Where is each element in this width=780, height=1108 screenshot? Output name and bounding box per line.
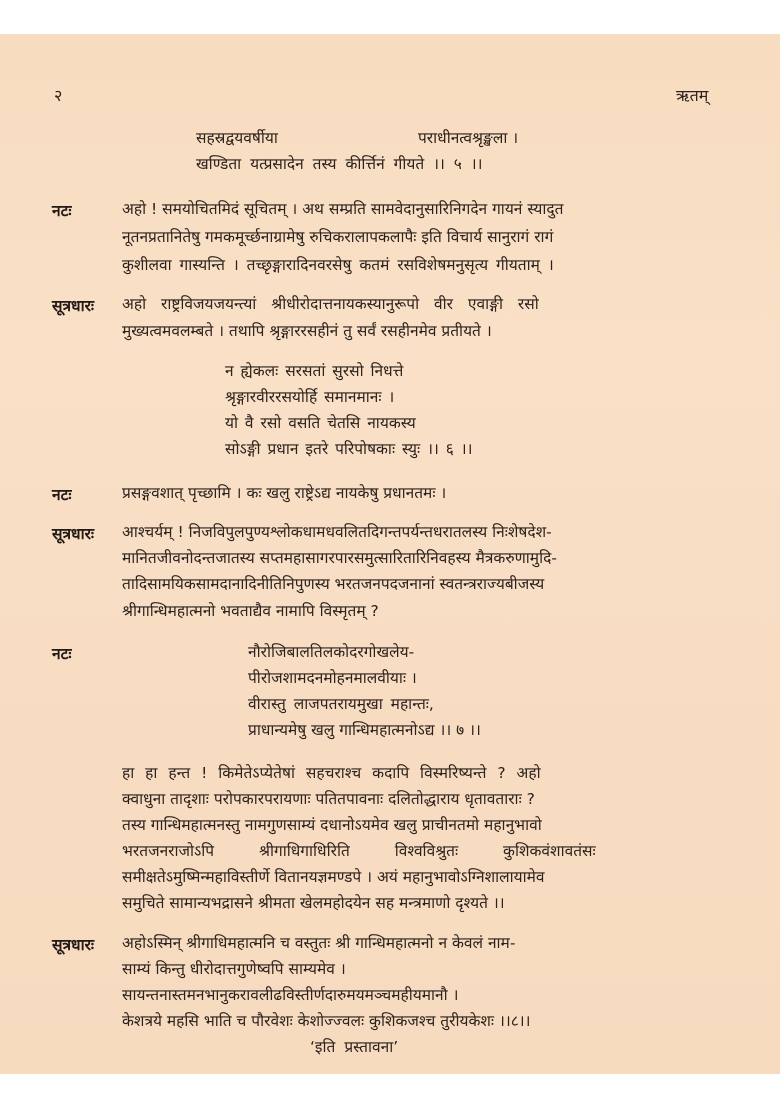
verse6-line: सोऽङ्गी प्रधान इतरे परिपोषकाः स्युः ।। ६ ।। bbox=[225, 440, 473, 458]
page-number: २ bbox=[54, 86, 63, 105]
dialogue-line: प्रसङ्गवशात् पृच्छामि । कः खलु राष्ट्रेऽद्य नायकेषु प्रधानतमः । bbox=[122, 484, 447, 502]
verse7-line: पीरोजशामदनमोहनमालवीयाः । bbox=[248, 669, 417, 687]
prose-line: तस्य गान्धिमहात्मनस्तु नामगुणसाम्यं दधानोऽयमेव खलु प्राचीनतमो महानुभावो bbox=[122, 816, 542, 834]
prose-line: समुचिते सामान्यभद्रासने श्रीमता खेलमहोदयेन सह मन्त्रमाणो दृश्यते ।। bbox=[122, 894, 505, 912]
dialogue-line: अहो राष्ट्रविजयजयन्त्यां श्रीधीरोदात्तनायकस्यानुरूपो वीर एवाङ्गी रसो bbox=[122, 295, 539, 313]
verse5-line1a: सहस्रद्वयवर्षीया bbox=[196, 129, 278, 147]
prose-line: क्वाधुना तादृशाः परोपकारपरायणाः पतितपावनाः दलितोद्धाराय धृतावताराः ? bbox=[122, 790, 535, 808]
speaker-label: सूत्रधारः bbox=[52, 297, 95, 315]
dialogue-line: श्रीगान्धिमहात्मनो भवताद्यैव नामापि विस्मृतम् ? bbox=[122, 602, 379, 620]
speaker-label: नटः bbox=[52, 486, 72, 504]
dialogue-line: अहो ! समयोचितमिदं सूचितम् । अथ सम्प्रति सामवेदानुसारिनिगदेन गायनं स्यादुत bbox=[122, 200, 564, 218]
speaker-label: नटः bbox=[52, 645, 72, 663]
dialogue-line: मुख्यत्वमवलम्बते । तथापि श्रृङ्गाररसहीनं तु सर्वं रसहीनमेव प्रतीयते । bbox=[122, 322, 492, 340]
dialogue-line: तादिसामयिकसामदानादिनीतिनिपुणस्य भरतजनपदजनानां स्वतन्त्रराज्यबीजस्य bbox=[122, 575, 545, 593]
verse7-line: नौरोजिबालतिलकोदरगोखलेय- bbox=[248, 643, 415, 661]
verse8-line: केशत्रये महसि भाति च पौरवेशः केशोज्ज्वलः कुशिकजश्च तुरीयकेशः ।।८।। bbox=[122, 1012, 531, 1030]
running-title: ऋतम् bbox=[676, 86, 709, 105]
verse6-line: न ह्येकलः सरसतां सुरसो निधत्ते bbox=[225, 362, 404, 380]
verse5-line1b: पराधीनत्वश्रृङ्खला । bbox=[418, 129, 519, 147]
verse6-line: यो वै रसो वसति चेतसि नायकस्य bbox=[225, 414, 416, 432]
dialogue-line: आश्चर्यम् ! निजविपुलपुण्यश्लोकधामधवलितदिगन्तपर्यन्तधरातलस्य निःशेषदेश- bbox=[122, 523, 552, 541]
prose-line: समीक्षतेऽमुष्मिन्महाविस्तीर्णे वितानयज्ञमण्डपे । अयं महानुभावोऽग्निशालायामेव bbox=[122, 868, 545, 886]
prose-line: हा हा हन्त ! किमेतेऽप्येतेषां सहचराश्च कदापि विस्मरिष्यन्ते ? अहो bbox=[122, 764, 541, 782]
verse6-line: श्रृङ्गारवीररसयोर्हि समानमानः । bbox=[225, 388, 395, 406]
speaker-label: सूत्रधारः bbox=[52, 525, 95, 543]
verse7-line: वीरास्तु लाजपतरायमुखा महान्तः, bbox=[248, 695, 434, 713]
dialogue-line: कुशीलवा गास्यन्ति । तच्छृङ्गारादिनवरसेषु कतमं रसविशेषमनुसृत्य गीयताम् । bbox=[122, 256, 554, 274]
dialogue-line: मानितजीवनोदन्तजातस्य सप्तमहासागरपारसमुत्सारितारिनिवहस्य मैत्रकरुणामुदि- bbox=[122, 549, 557, 567]
book-page bbox=[0, 34, 780, 1074]
prose-line: भरतजनराजोऽपि श्रीगाधिगाधिरिति विश्वविश्रुतः कुशिकवंशावतंसः bbox=[122, 842, 596, 860]
verse8-line: सायन्तनास्तमनभानुकरावलीढविस्तीर्णदारुमयमञ्चमहीयमानौ । bbox=[122, 986, 459, 1004]
verse5-line2: खण्डिता यत्प्रसादेन तस्य कीर्त्तिनं गीयते ।। ५ ।। bbox=[196, 155, 483, 173]
verse7-line: प्राधान्यमेषु खलु गान्धिमहात्मनोऽद्य ।। ७ ।। bbox=[248, 721, 481, 739]
dialogue-line: साम्यं किन्तु धीरोदात्तगुणेष्वपि साम्यमेव । bbox=[122, 960, 346, 978]
speaker-label: सूत्रधारः bbox=[52, 936, 95, 954]
speaker-label: नटः bbox=[52, 202, 72, 220]
closing-text: ‘इति प्रस्तावना’ bbox=[310, 1038, 399, 1056]
dialogue-line: अहोऽस्मिन् श्रीगाधिमहात्मनि च वस्तुतः श्री गान्धिमहात्मनो न केवलं नाम- bbox=[122, 934, 516, 952]
dialogue-line: नूतनप्रतानितेषु गमकमूर्च्छनाग्रामेषु रुचिकरालापकलापैः इति विचार्य सानुरागं रागं bbox=[122, 228, 554, 246]
